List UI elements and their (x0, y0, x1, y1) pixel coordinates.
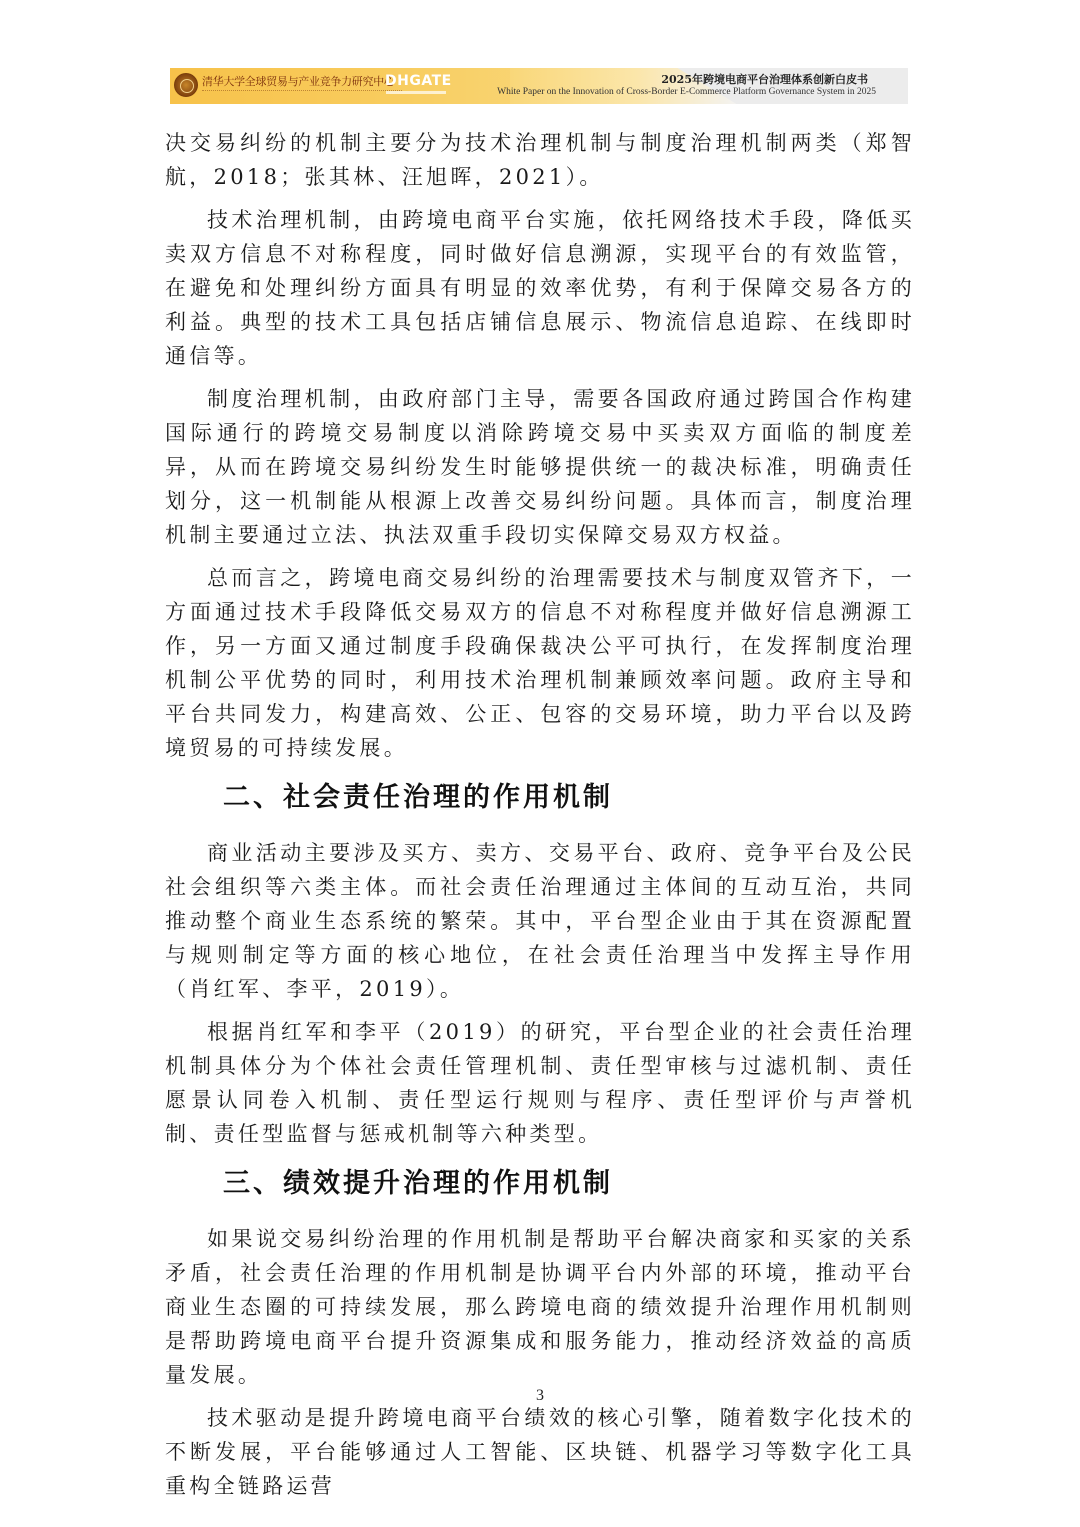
section-heading-social-responsibility: 二、社会责任治理的作用机制 (223, 782, 613, 813)
document-body (165, 126, 915, 1512)
paragraph-performance-intro: 如果说交易纠纷治理的作用机制是帮助平台解决商家和买家的关系矛盾，社会责任治理的作用机制是协调平台内外部的环境，推动平台商业生态圈的可持续发展，那么跨境电商的绩效提升治理作用机制则是帮助跨境电商平台提升资源集成和服务能力，推动经济效益的高质量发展。 (165, 1227, 915, 1387)
paragraph-technical-governance: 技术治理机制，由跨境电商平台实施，依托网络技术手段，降低买卖双方信息不对称程度，同时做好信息溯源，实现平台的有效监管，在避免和处理纠纷方面具有明显的效率优势，有利于保障交易各方的利益。典型的技术工具包括店铺信息展示、物流信息追踪、在线即时通信等。 (165, 208, 915, 368)
whitepaper-title-en: White Paper on the Innovation of Cross-Border E-Commerce Platform Governance System in 2025 (497, 87, 876, 97)
dhgate-tagline-bar (386, 91, 446, 94)
dhgate-logo: DHGATE (385, 73, 452, 89)
page-number: 3 (536, 1387, 544, 1404)
whitepaper-title-cn: 2025年跨境电商平台治理体系创新白皮书 (661, 73, 868, 86)
paragraph-business-actors: 商业活动主要涉及买方、卖方、交易平台、政府、竞争平台及公民社会组织等六类主体。而社会责任治理通过主体间的互动互治，共同推动整个商业生态系统的繁荣。其中，平台型企业由于其在资源配置与规则制定等方面的核心地位，在社会责任治理当中发挥主导作用（肖红军、李平，2019）。 (165, 841, 915, 1001)
institute-subtitle-line (202, 90, 402, 96)
institute-name: 清华大学全球贸易与产业竞争力研究中心 (202, 75, 395, 88)
university-seal-logo (174, 73, 198, 97)
paragraph-summary: 总而言之，跨境电商交易纠纷的治理需要技术与制度双管齐下，一方面通过技术手段降低交易双方的信息不对称程度并做好信息溯源工作，另一方面又通过制度手段确保裁决公平可执行，在发挥制度治理机制公平优势的同时，利用技术治理机制兼顾效率问题。政府主导和平台共同发力，构建高效、公正、包容的交易环境，助力平台以及跨境贸易的可持续发展。 (165, 566, 915, 760)
paragraph-continuation: 决交易纠纷的机制主要分为技术治理机制与制度治理机制两类（郑智航，2018；张其林、汪旭晖，2021）。 (165, 131, 915, 189)
section-heading-performance: 三、绩效提升治理的作用机制 (223, 1168, 613, 1199)
paragraph-six-mechanisms: 根据肖红军和李平（2019）的研究，平台型企业的社会责任治理机制具体分为个体社会责任管理机制、责任型审核与过滤机制、责任愿景认同卷入机制、责任型运行规则与程序、责任型评价与声誉机制、责任型监督与惩戒机制等六种类型。 (165, 1020, 915, 1146)
paragraph-institutional-governance: 制度治理机制，由政府部门主导，需要各国政府通过跨国合作构建国际通行的跨境交易制度以消除跨境交易中买卖双方面临的制度差异，从而在跨境交易纠纷发生时能够提供统一的裁决标准，明确责任划分，这一机制能从根源上改善交易纠纷问题。具体而言，制度治理机制主要通过立法、执法双重手段切实保障交易双方权益。 (165, 387, 915, 547)
header-banner (170, 68, 908, 104)
paragraph-technology-driven: 技术驱动是提升跨境电商平台绩效的核心引擎，随着数字化技术的不断发展，平台能够通过人工智能、区块链、机器学习等数字化工具重构全链路运营 (165, 1406, 915, 1498)
